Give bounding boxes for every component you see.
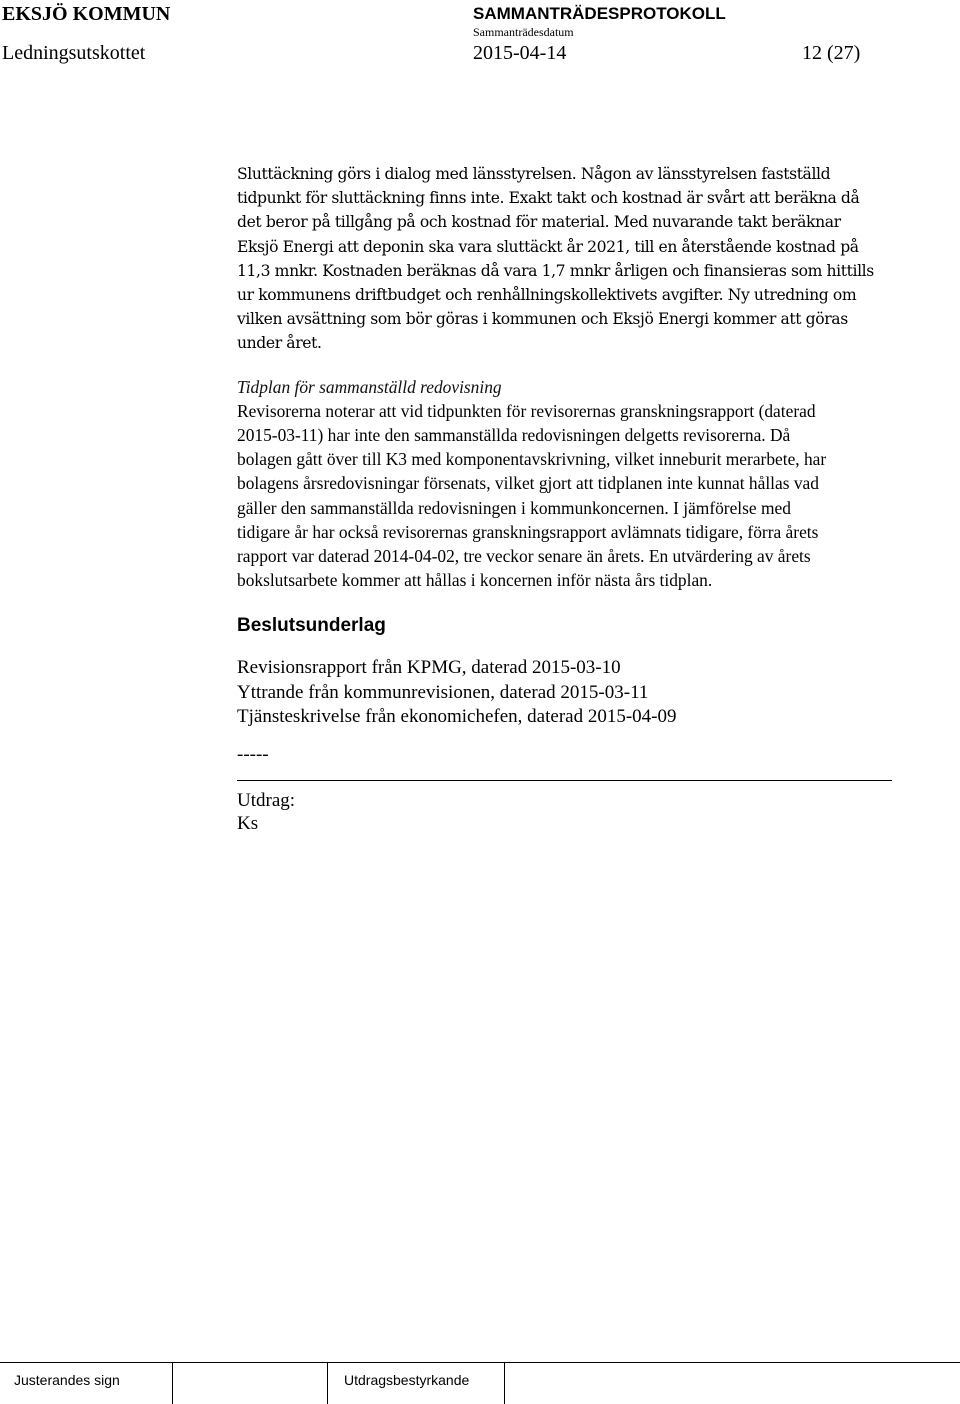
paragraph-timeline — [237, 375, 937, 593]
text-line: rapport var daterad 2014-04-02, tre veckor senare än årets. En utvärdering av årets — [237, 546, 811, 567]
footer-divider — [327, 1362, 328, 1404]
text-line: under året. — [237, 334, 322, 353]
text-line: tidpunkt för sluttäckning finns inte. Exakt takt och kostnad är svårt att beräkna då — [237, 189, 860, 208]
text-line: gäller den sammanställda redovisningen i kommunkoncernen. I jämförelse med — [237, 497, 791, 518]
footer-utdrag-label: Utdragsbestyrkande — [344, 1372, 470, 1388]
text-line: Eksjö Energi att deponin ska vara sluttäckt år 2021, till en återstående kostnad på — [237, 237, 859, 256]
text-line: Revisorerna noterar att vid tidpunkten för revisorernas granskningsrapport (daterad — [237, 400, 816, 421]
text-line: ur kommunens driftbudget och renhållningskollektivets avgifter. Ny utredning om — [237, 286, 857, 305]
reference-item: Tjänsteskrivelse från ekonomichefen, daterad 2015-04-09 — [237, 706, 677, 728]
reference-item: Yttrande från kommunrevisionen, daterad 2015-03-11 — [237, 681, 649, 703]
horizontal-rule — [237, 780, 892, 781]
text-line: 2015-03-11) har inte den sammanställda redovisningen delgetts revisorerna. Då — [237, 425, 791, 446]
subheading-timeline: Tidplan för sammanställd redovisning — [237, 376, 502, 397]
committee-name: Ledningsutskottet — [2, 42, 146, 64]
footer-divider — [504, 1362, 505, 1404]
separator-dashes: ----- — [237, 743, 269, 765]
reference-item: Revisionsrapport från KPMG, daterad 2015-03-10 — [237, 657, 621, 679]
text-line: 11,3 mnkr. Kostnaden beräknas då vara 1,7 mnkr årligen och finansieras som hittills — [237, 261, 874, 280]
municipality-name: EKSJÖ KOMMUN — [2, 3, 171, 25]
text-line: bolagen gått över till K3 med komponentavskrivning, vilket inneburit merarbete, har — [237, 449, 827, 470]
section-heading-decision-basis: Beslutsunderlag — [237, 615, 386, 637]
extract-label: Utdrag: — [237, 790, 296, 811]
meeting-date: 2015-04-14 — [473, 42, 567, 64]
page-number: 12 (27) — [802, 42, 861, 64]
footer-divider — [172, 1362, 173, 1404]
text-line: vilken avsättning som bör göras i kommunen och Eksjö Energi kommer att göras — [237, 310, 848, 329]
text-line: bolagens årsredovisningar försenats, vilket gjort att tidplanen inte kunnat hållas vad — [237, 473, 819, 494]
paragraph-landfill-capping — [237, 162, 937, 356]
extract-recipient: Ks — [237, 813, 259, 834]
document-body — [237, 162, 937, 767]
document-type: SAMMANTRÄDESPROTOKOLL — [473, 4, 726, 23]
text-line: tidigare år har också revisorernas granskningsrapport avlämnats tidigare, förra årets — [237, 521, 819, 542]
text-line: det beror på tillgång på och kostnad för material. Med nuvarande takt beräknar — [237, 213, 841, 232]
text-line: Sluttäckning görs i dialog med länsstyrelsen. Någon av länsstyrelsen fastställd — [237, 165, 831, 183]
footer-justering-label: Justerandes sign — [14, 1372, 120, 1388]
text-line: bokslutsarbete kommer att hållas i koncernen inför nästa års tidplan. — [237, 570, 713, 591]
meeting-date-label: Sammanträdesdatum — [473, 25, 574, 39]
reference-list — [237, 656, 937, 729]
footer-rule — [0, 1362, 960, 1363]
